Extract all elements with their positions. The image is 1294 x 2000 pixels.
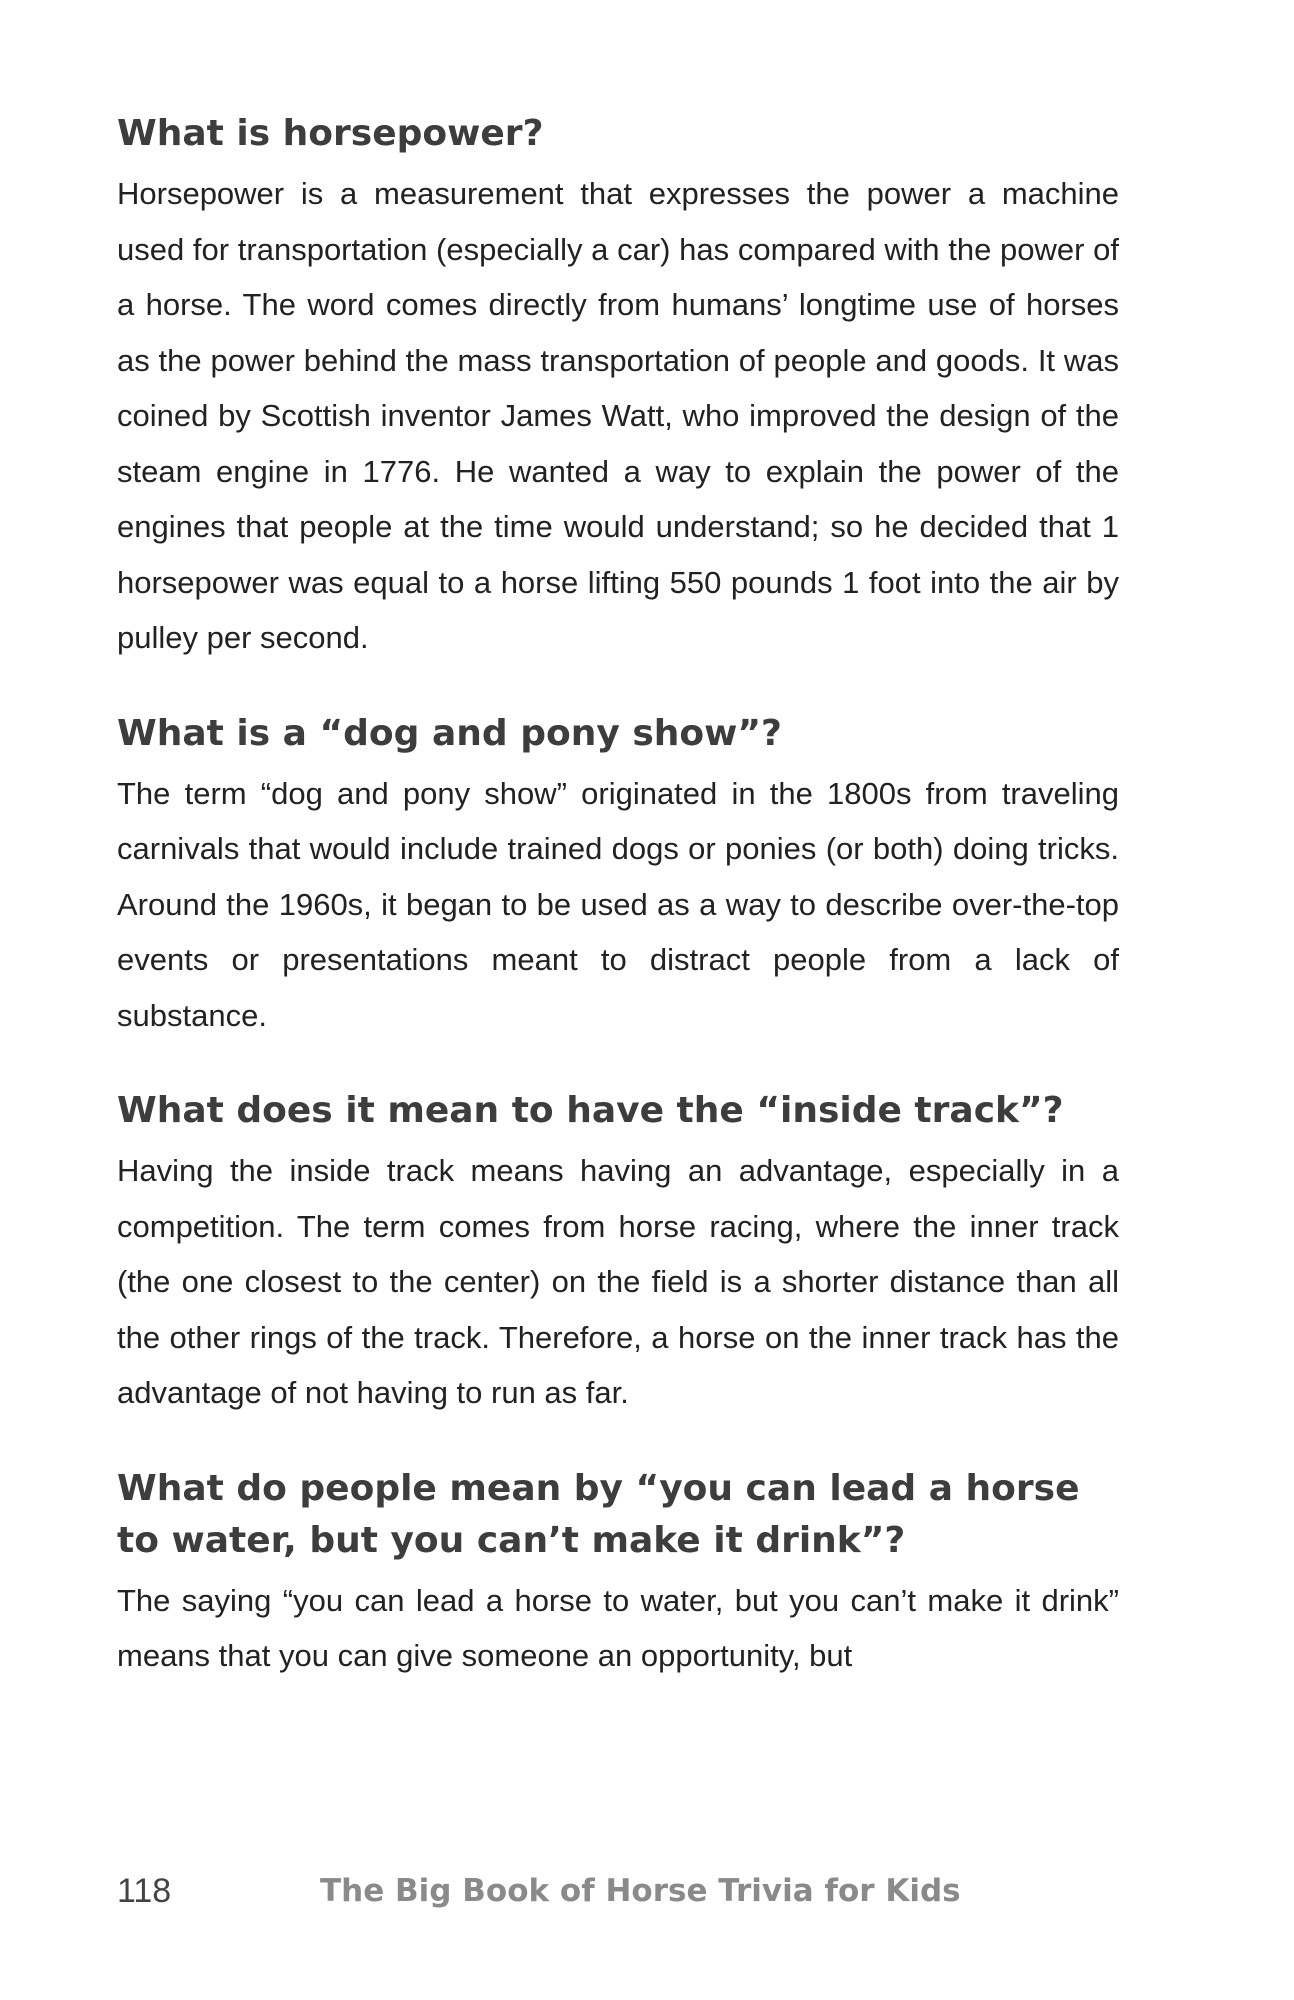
question-heading: What is horsepower? bbox=[117, 113, 544, 154]
answer-paragraph: The saying “you can lead a horse to water, but you can’t make it drink” means that you can give someone an opportunity, but bbox=[117, 1582, 1119, 1673]
question-heading: What do people mean by “you can lead a horse to water, but you can’t make it drink”? bbox=[117, 1467, 1080, 1561]
answer-paragraph: The term “dog and pony show” originated in the 1800s from traveling carnivals that would include trained dogs or ponies (or both) doing tricks. Around the 1960s, it began to be used as a way to describe over-the-top events or presentations meant to distract people from a lack of substance. bbox=[117, 775, 1119, 1033]
qa-section-horsepower bbox=[117, 108, 1119, 666]
question-heading: What is a “dog and pony show”? bbox=[117, 712, 782, 754]
page-footer bbox=[117, 1866, 1119, 1916]
page-content bbox=[117, 108, 1119, 1726]
answer-paragraph: Horsepower is a measurement that expresses the power a machine used for transportation (especially a car) has compared with the power of a horse. The word comes directly from humans’ longtime use of horses as the power behind the mass transportation of people and goods. It was coined by Scottish inventor James Watt, who improved the design of the steam engine in 1776. He wanted a way to explain the power of the engines that people at the time would understand; so he decided that 1 horsepower was equal to a horse lifting 550 pounds 1 foot into the air by pulley per second. bbox=[117, 176, 1119, 655]
qa-section-lead-a-horse-to-water bbox=[117, 1463, 1119, 1684]
answer-paragraph: Having the inside track means having an advantage, especially in a competition. The term comes from horse racing, where the inner track (the one closest to the center) on the field is a shorter distance than all the other rings of the track. Therefore, a horse on the inner track has the advantage of not having to run as far. bbox=[117, 1153, 1119, 1410]
qa-section-inside-track bbox=[117, 1085, 1119, 1421]
page-number: 118 bbox=[117, 1872, 172, 1910]
qa-section-dog-and-pony-show bbox=[117, 708, 1119, 1044]
question-heading: What does it mean to have the “inside track”? bbox=[117, 1090, 1064, 1131]
running-book-title: The Big Book of Horse Trivia for Kids bbox=[320, 1873, 961, 1909]
